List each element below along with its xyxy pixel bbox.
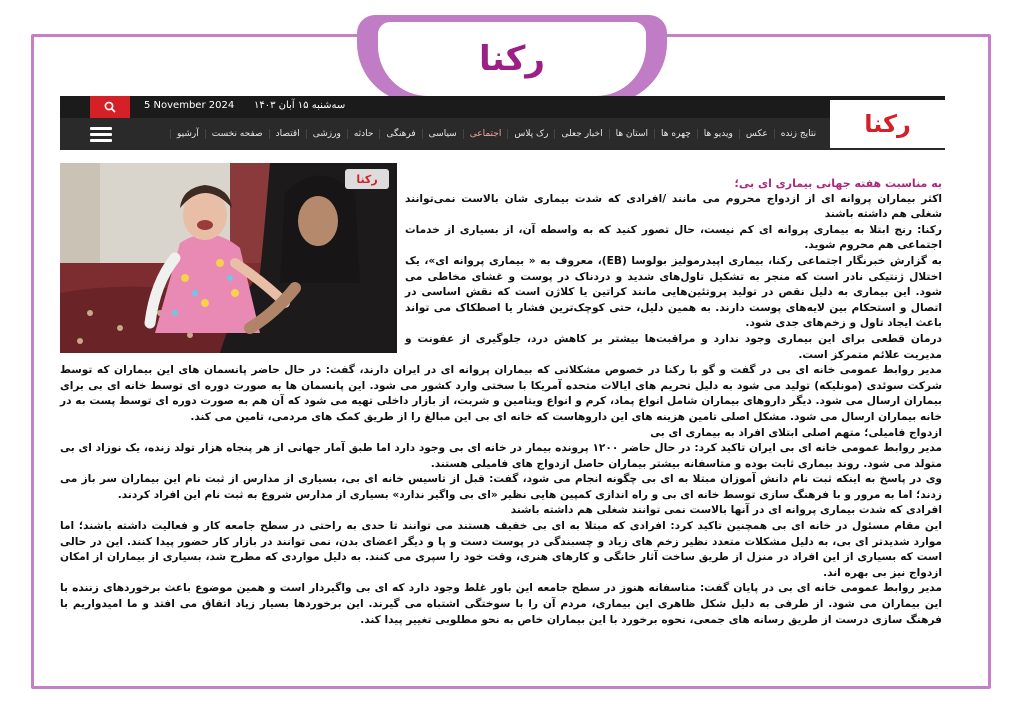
- article-headline: اکثر بیماران پروانه ای از ازدواج محروم می مانند /افرادی که شدت بیماری شان بالاست نمی‌توانند شغلی هم داشته باشند: [405, 192, 942, 221]
- article-body: [60, 176, 942, 628]
- article-section-heading: افرادی که شدت بیماری پروانه ای در آنها بالاست نمی توانند شغلی هم داشته باشند: [510, 504, 942, 517]
- search-button[interactable]: [90, 96, 130, 118]
- date-english: 5 November 2024: [144, 100, 235, 111]
- badge-title: رکنا: [479, 39, 545, 79]
- nav-item[interactable]: حادثه: [347, 129, 380, 139]
- nav-item[interactable]: فرهنگی: [379, 129, 421, 139]
- photo-watermark: رکنا: [345, 169, 389, 189]
- article-paragraph: مدیر روابط عمومی خانه ای بی در پایان گفت: متاسفانه هنوز در سطح جامعه این باور غلط وجود دارد که ای بی واگیردار است و همین موضوع باعث برخوردهای زننده با این بیماران می شود. از طرفی به دلیل شکل ظاهری این بیماری، مردم آن را با سوختگی اشتباه می گیرند. این برخوردها بسیار زیاد اتفاق می افتد و ما امیدواریم با فرهنگ سازی درست از طریق رسانه های جمعی، نحوه برخورد با این بیماران خاص به نحو مطلوبی تغییر پیدا کند.: [60, 582, 942, 626]
- site-logo[interactable]: [830, 100, 945, 148]
- article-lead: رکنا: رنج ابتلا به بیماری پروانه ای کم نیست، حال تصور کنید که به واسطه آن، از بسیاری از خدمات اجتماعی هم محروم شوید.: [405, 223, 942, 252]
- article-paragraph: مدیر روابط عمومی خانه ای بی در گفت و گو با رکنا در خصوص مشکلاتی که بیماران پروانه ای در ایران دارند، گفت: در حال حاضر پانسمان های این بیماران که توسط شرکت سوئدی (مونلیکه) تولید می شود به دلیل تحریم های ایالات متحده آمریکا با سختی وارد کشور می شود. این پانسمان ها به صورت دوره ای توسط خانه ای بی برای بیماران ارسال می شود. دیگر داروهای بیماران شامل انواع پماد، کرم و انواع ویتامین و شربت، از بازار داخلی تهیه می شود که آن هم به صورت دوره ای توسط پست به در خانه بیماران ارسال می شود. مشکل اصلی تامین هزینه های این داروهاست که خانه ای بی این مبالغ را از طریق کمک های مردمی، تامین می کند.: [60, 364, 942, 423]
- nav-item[interactable]: ورزشی: [306, 129, 347, 139]
- nav-item[interactable]: آرشیو: [170, 129, 205, 139]
- nav-item[interactable]: سیاسی: [422, 129, 463, 139]
- nav-item[interactable]: صفحه نخست: [205, 129, 269, 139]
- nav-item[interactable]: نتایج زنده: [774, 129, 822, 139]
- article-paragraph: این مقام مسئول در خانه ای بی همچنین تاکید کرد: افرادی که مبتلا به ای بی خفیف هستند می توانند تا حدی به راحتی در سطح جامعه کار و فعالیت داشته باشند؛ اما موارد شدیدتر ای بی، به دلیل مشکلات متعدد نظیر زخم های زیاد و چسبندگی در پوست دست و پا و دیگر اعضای بدن، نمی توانند در بازار کار حضور پیدا کنند. این در حالی است که بسیاری از این افراد در منزل از طریق ساخت آثار خانگی و کارهای هنری، وقت خود را سپری می کنند. به دلیل مواردی که مطرح شد، بسیاری از بیماران از امکان ازدواج نیز بی بهره اند.: [60, 520, 942, 579]
- article-paragraph: مدیر روابط عمومی خانه ای بی ایران تاکید کرد: در حال حاضر ۱۲۰۰ پرونده بیمار در خانه ای بی وجود دارد اما طبق آمار جهانی از هر پنجاه هزار تولد زنده، یک نوزاد ای بی متولد می شود. روند بیماری ثابت بوده و متاسفانه بیشتر بیماران حاصل ازدواج های فامیلی هستند.: [60, 442, 942, 470]
- nav-item[interactable]: اخبار جعلی: [554, 129, 608, 139]
- nav-menu: [170, 118, 822, 150]
- photo-spacer: [60, 176, 405, 358]
- article-section-heading: ازدواج فامیلی؛ متهم اصلی ابتلای افراد به بیماری ای بی: [650, 426, 942, 439]
- site-topbar: [60, 96, 945, 118]
- date-persian: سه‌شنبه ۱۵ آبان ۱۴۰۳: [254, 100, 346, 111]
- title-badge-inner: [378, 22, 646, 96]
- nav-item[interactable]: اجتماعی: [463, 129, 508, 139]
- nav-item[interactable]: چهره ها: [654, 129, 697, 139]
- logo-text: رکنا: [864, 110, 911, 138]
- site-navbar: [60, 118, 945, 150]
- nav-item[interactable]: اقتصاد: [269, 129, 306, 139]
- nav-item[interactable]: رک پلاس: [507, 129, 554, 139]
- nav-item[interactable]: عکس: [739, 129, 774, 139]
- article-paragraph: به گزارش خبرنگار اجتماعی رکنا، بیماری اپیدرمولیز بولوسا (EB)، معروف به « بیماری پروانه ای»، یک اختلال ژنتیکی نادر است که منجر به تشکیل تاول‌های شدید و دردناک در پوست و غشای مخاطی می شود. این بیماری به دلیل نقص در تولید پروتئین‌هایی مانند کراتین یا کلاژن است که نقش اساسی در اتصال و استحکام بین لایه‌های پوست دارند. به همین دلیل، حتی کوچک‌ترین فشار یا اصطکاک می تواند باعث ایجاد تاول و زخم‌های جدی شود.: [405, 254, 942, 330]
- hamburger-menu-icon[interactable]: [90, 124, 112, 144]
- search-icon: [104, 101, 116, 113]
- nav-item[interactable]: ویدیو ها: [697, 129, 739, 139]
- article-paragraph: درمان قطعی برای این بیماری وجود ندارد و مراقبت‌ها بیشتر بر کاهش درد، جلوگیری از عفونت و مدیریت علائم متمرکز است.: [405, 332, 942, 361]
- article-subhead: به مناسبت هفته جهانی بیماری ای بی؛: [734, 177, 942, 190]
- article-paragraph: وی در پاسخ به اینکه ثبت نام دانش آموزان مبتلا به ای بی چگونه انجام می شود، گفت: قبل از تاسیس خانه ای بی، بسیاری از مدارس از ثبت نام این بیماران سر باز می زدند؛ اما به مرور و با فرهنگ سازی توسط خانه ای بی و راه اندازی کمپین هایی نظیر «ای بی واگیر ندارد» بسیاری از مدارس شروع به ثبت نام این افراد کردند.: [60, 473, 942, 501]
- nav-item[interactable]: استان ها: [609, 129, 654, 139]
